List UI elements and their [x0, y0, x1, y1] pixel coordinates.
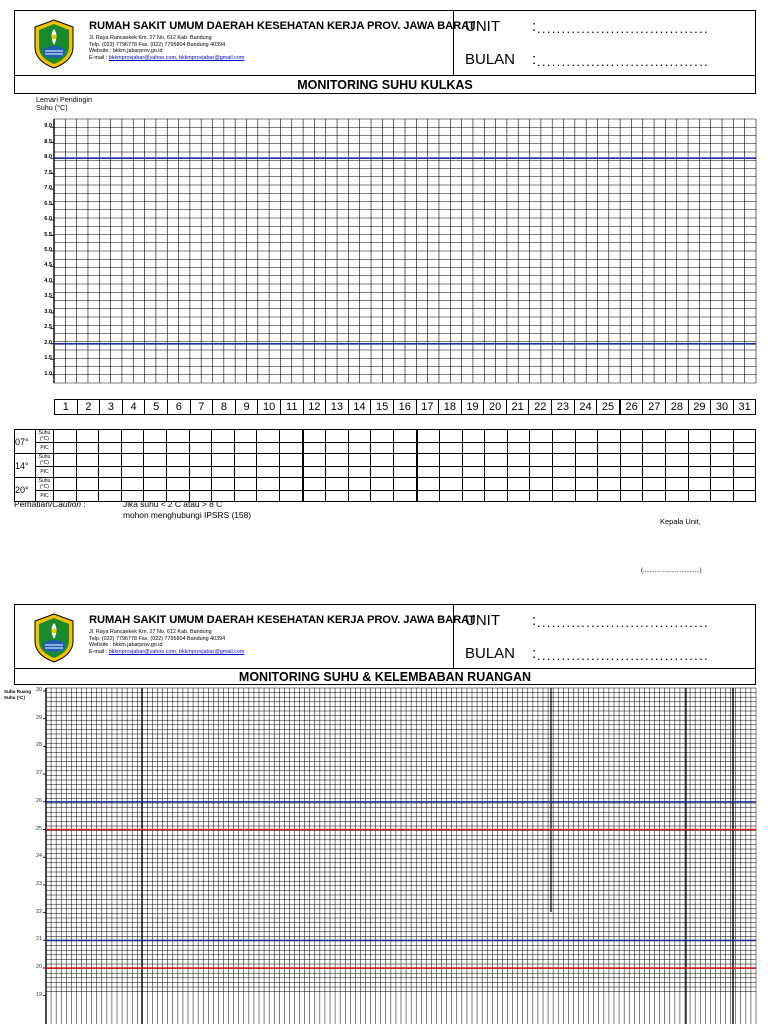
unit-blank[interactable]: ................................... — [537, 21, 709, 36]
unit-colon: : — [532, 612, 537, 629]
day-number-cell: 14 — [348, 400, 371, 415]
y-tick-label: 3.0 — [44, 308, 52, 315]
y-tick-label: 2.5 — [44, 324, 52, 331]
chart1-ylabel: Suhu (°C) — [36, 103, 68, 112]
suhu-label: Suhu (°C) — [36, 430, 54, 443]
y-tick-label: 29 — [36, 714, 42, 721]
y-tick-label: 24 — [36, 853, 42, 860]
y-tick-label: 6.5 — [44, 200, 52, 207]
day-number-cell: 1 — [55, 400, 78, 415]
caution-line-2: mohon menghubungi IPSRS (158) — [123, 510, 252, 520]
day-number-cell: 17 — [416, 400, 439, 415]
day-number-cell: 30 — [711, 400, 734, 415]
day-number-cell: 19 — [461, 400, 484, 415]
y-tick-label: 9.0 — [44, 123, 52, 130]
day-number-cell: 3 — [100, 400, 123, 415]
day-number-cell: 28 — [666, 400, 689, 415]
y-tick-label: 1.5 — [44, 355, 52, 362]
time-label: 07° — [15, 430, 36, 454]
day-number-cell: 24 — [574, 400, 597, 415]
day-number-cell: 29 — [688, 400, 711, 415]
pic-label: PIC — [36, 491, 54, 502]
y-tick-label: 7.0 — [44, 185, 52, 192]
email-label: E-mail : — [89, 648, 109, 655]
day-number-cell: 9 — [235, 400, 258, 415]
day-number-cell: 20 — [484, 400, 507, 415]
day-number-cell: 6 — [167, 400, 190, 415]
day-number-cell: 25 — [597, 400, 620, 415]
time-label: 14° — [15, 454, 36, 478]
time-label: 20° — [15, 478, 36, 502]
bulan-label: BULAN — [465, 51, 516, 68]
form1-title: MONITORING SUHU KULKAS — [14, 76, 756, 94]
org-website: Website : bkkm.jabarprov.go.id — [89, 642, 163, 649]
unit-label: UNIT — [465, 612, 500, 629]
y-tick-label: 23 — [36, 880, 42, 887]
org-name: RUMAH SAKIT UMUM DAERAH KESEHATAN KERJA PROV. JAWA BARAT — [89, 20, 475, 32]
org-address: Jl. Raya Rancaekek Km. 27 No. 612 Kab. Bandung — [89, 629, 212, 635]
day-number-cell: 18 — [439, 400, 462, 415]
unit-colon: : — [532, 18, 537, 35]
y-tick-label: 28 — [36, 742, 42, 749]
day-number-cell: 4 — [122, 400, 145, 415]
day-number-cell: 15 — [371, 400, 394, 415]
signature-blank[interactable]: (..................................) — [641, 568, 702, 574]
y-tick-label: 3.5 — [44, 293, 52, 300]
bulan-label: BULAN — [465, 645, 516, 662]
bulan-blank[interactable]: ................................... — [537, 648, 709, 663]
day-number-cell: 22 — [529, 400, 552, 415]
y-tick-label: 6.0 — [44, 216, 52, 223]
y-tick-label: 5.0 — [44, 247, 52, 253]
day-number-cell: 26 — [620, 400, 643, 415]
caution-italic: Caution — [52, 499, 82, 509]
bulan-colon: : — [532, 51, 537, 68]
unit-label: UNIT — [465, 18, 500, 35]
y-tick-label: 8.5 — [44, 138, 52, 145]
chart1-title: Lemari Pendingin — [36, 95, 92, 104]
y-tick-label: 1.0 — [44, 370, 52, 377]
form2-title: MONITORING SUHU & KELEMBABAN RUANGAN — [14, 669, 756, 685]
caution-line-1: Jika suhu < 2 C atau > 8 C — [123, 499, 223, 509]
day-number-cell: 21 — [506, 400, 529, 415]
day-number-cell: 2 — [77, 400, 100, 415]
org-phone: Telp. (022) 7796778 Fax. (022) 7795804 Bandung 40394 — [89, 635, 226, 642]
bulan-blank[interactable]: ................................... — [537, 54, 709, 69]
day-number-cell: 27 — [643, 400, 666, 415]
y-tick-label: 20 — [36, 964, 42, 970]
y-tick-label: 27 — [36, 770, 42, 777]
day-number-cell: 7 — [190, 400, 213, 415]
pic-label: PIC — [36, 443, 54, 454]
y-tick-label: 8.0 — [44, 154, 52, 161]
y-tick-label: 7.5 — [44, 169, 52, 176]
day-number-cell: 23 — [552, 400, 575, 415]
chart2-ylabel-1: Suhu Ruang — [4, 689, 32, 694]
y-tick-label: 25 — [36, 825, 42, 832]
org-phone: Telp. (022) 7796778 Fax. (022) 7795804 Bandung 40394 — [89, 41, 226, 48]
y-tick-label: 2.0 — [44, 339, 52, 346]
y-tick-label: 22 — [36, 908, 42, 915]
y-tick-label: 19 — [36, 991, 42, 998]
y-tick-label: 4.5 — [44, 262, 52, 269]
day-number-cell: 31 — [733, 400, 756, 415]
day-number-cell: 10 — [258, 400, 281, 415]
day-number-cell: 16 — [393, 400, 416, 415]
y-tick-label: 5.5 — [44, 231, 52, 238]
email-link[interactable]: bkkmprovjabar@yahoo.com, bkkmprovjabar@gmail.com — [108, 54, 245, 61]
email-label: E-mail : — [89, 54, 109, 61]
day-number-cell: 11 — [280, 400, 303, 415]
chart2-ylabel-2: Suhu (°C) — [4, 695, 25, 700]
caution-prefix: Perhatian/ — [14, 499, 53, 509]
day-number-cell: 12 — [303, 400, 326, 415]
unit-blank[interactable]: ................................... — [537, 615, 709, 630]
email-link[interactable]: bkkmprovjabar@yahoo.com, bkkmprovjabar@gmail.com — [108, 648, 245, 655]
day-number-cell: 8 — [213, 400, 236, 415]
pic-label: PIC — [36, 467, 54, 478]
y-tick-label: 4.0 — [44, 277, 52, 284]
head-of-unit-label: Kepala Unit, — [660, 517, 701, 526]
y-tick-label: 30 — [36, 687, 42, 693]
caution-colon: : — [81, 499, 86, 509]
org-address: Jl. Raya Rancaekek Km. 27 No. 612 Kab. Bandung — [89, 35, 212, 41]
suhu-label: Suhu (°C) — [36, 478, 54, 491]
org-website: Website : bkkm.jabarprov.go.id — [89, 48, 163, 55]
bulan-colon: : — [532, 645, 537, 662]
y-tick-label: 21 — [36, 936, 42, 943]
day-number-cell: 13 — [326, 400, 349, 415]
day-number-cell: 5 — [145, 400, 168, 415]
org-name: RUMAH SAKIT UMUM DAERAH KESEHATAN KERJA PROV. JAWA BARAT — [89, 614, 475, 626]
y-tick-label: 26 — [36, 797, 42, 804]
suhu-label: Suhu (°C) — [36, 454, 54, 467]
